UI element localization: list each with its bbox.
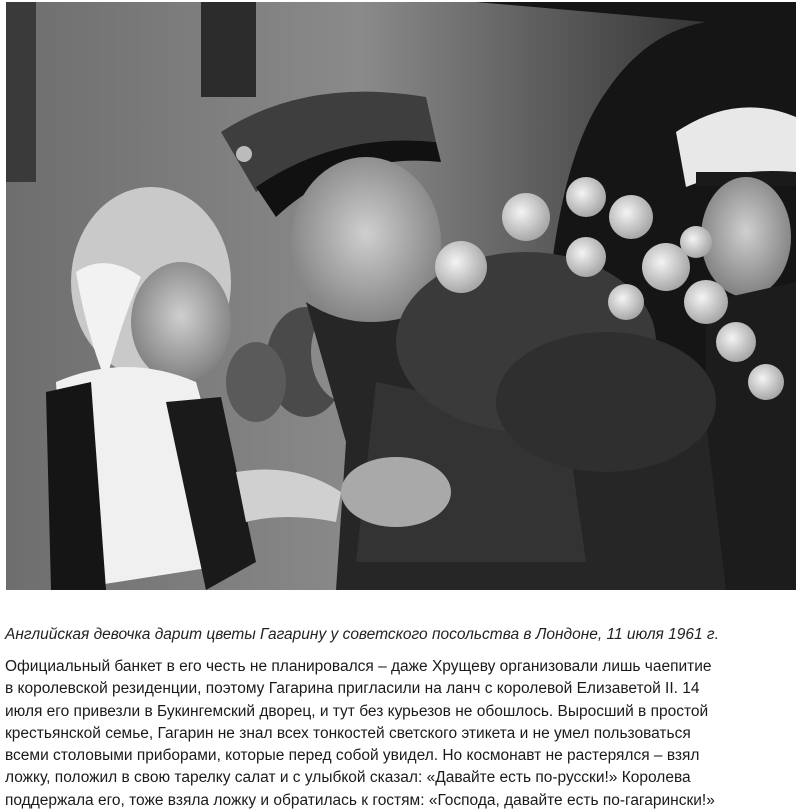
historical-photo <box>6 2 796 590</box>
photo-illustration-icon <box>6 2 796 590</box>
paragraph-line: крестьянской семье, Гагарин не знал всех тонкостей светского этикета и не умел пользоваться <box>5 724 691 742</box>
paragraph-line: поддержала его, тоже взяла ложку и обратилась к гостям: «Господа, давайте есть по-гагарински!» <box>5 791 715 809</box>
paragraph-line: июля его привезли в Букингемский дворец, и тут без курьезов не обошлось. Выросший в простой <box>5 702 709 720</box>
photo-caption: Английская девочка дарит цветы Гагарину у советского посольства в Лондоне, 11 июля 1961 г. <box>5 626 719 643</box>
article-paragraph <box>5 656 795 812</box>
paragraph-line: в королевской резиденции, поэтому Гагарина пригласили на ланч с королевой Елизаветой II. 14 <box>5 680 700 698</box>
paragraph-line: Официальный банкет в его честь не планировался – даже Хрущеву организовали лишь чаепитие <box>5 658 712 675</box>
paragraph-line: всеми столовыми приборами, которые перед собой увидел. Но космонавт не растерялся – взял <box>5 747 700 765</box>
paragraph-line: ложку, положил в свою тарелку салат и с улыбкой сказал: «Давайте есть по-русски!» Королева <box>5 769 691 787</box>
